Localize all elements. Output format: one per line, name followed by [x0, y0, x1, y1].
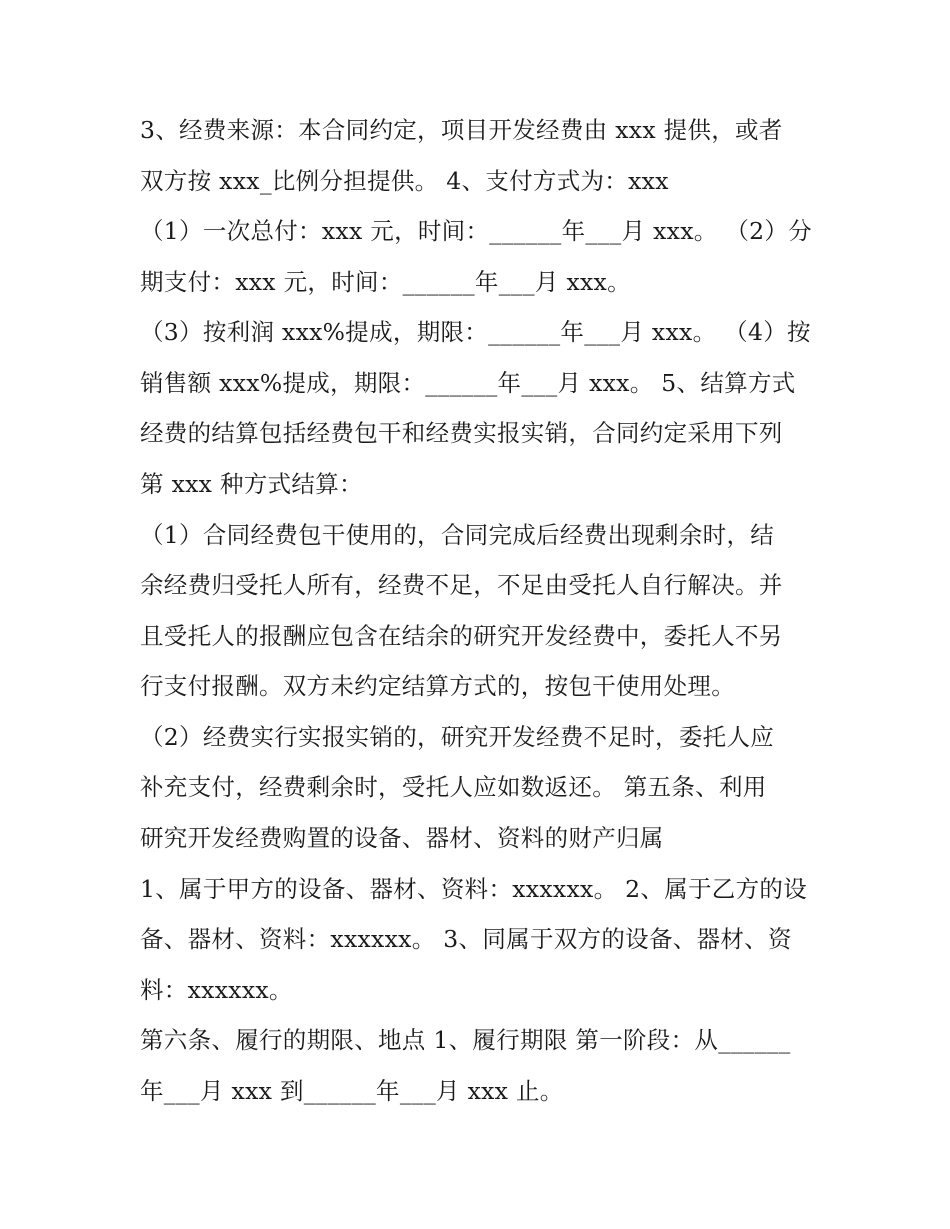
text-line: （1）一次总付：xxx 元，时间：______年___月 xxx。 （2）分 — [140, 217, 812, 245]
text-line: 料：xxxxxx。 — [140, 976, 293, 1004]
text-line: 年___月 xxx 到______年___月 xxx 止。 — [140, 1077, 564, 1105]
text-line: 行支付报酬。双方未约定结算方式的，按包干使用处理。 — [140, 672, 735, 700]
text-line: 1、属于甲方的设备、器材、资料：xxxxxx。 2、属于乙方的设 — [140, 875, 807, 903]
text-line: （3）按利润 xxx%提成，期限：______年___月 xxx。 （4）按 — [140, 318, 811, 346]
text-line: （1）合同经费包干使用的，合同完成后经费出现剩余时，结 — [140, 521, 775, 549]
text-line: 备、器材、资料：xxxxxx。 3、同属于双方的设备、器材、资 — [140, 925, 792, 953]
text-line: 经费的结算包括经费包干和经费实报实销，合同约定采用下列 — [140, 419, 783, 447]
text-line: 第 xxx 种方式结算： — [140, 470, 363, 498]
text-line: 余经费归受托人所有，经费不足，不足由受托人自行解决。并 — [140, 571, 783, 599]
text-line: 销售额 xxx%提成，期限：______年___月 xxx。 5、结算方式 — [140, 369, 796, 397]
text-line: 补充支付，经费剩余时，受托人应如数返还。 第五条、利用 — [140, 773, 767, 801]
text-line: 双方按 xxx_比例分担提供。 4、支付方式为：xxx — [140, 167, 669, 195]
text-line: 第六条、履行的期限、地点 1、履行期限 第一阶段：从______ — [140, 1026, 791, 1054]
text-line: 期支付：xxx 元，时间：______年___月 xxx。 — [140, 268, 631, 296]
text-line: 且受托人的报酬应包含在结余的研究开发经费中，委托人不另 — [140, 622, 783, 650]
text-line: 研究开发经费购置的设备、器材、资料的财产归属 — [140, 824, 664, 852]
text-line: （2）经费实行实报实销的，研究开发经费不足时，委托人应 — [140, 723, 775, 751]
text-line: 3、经费来源：本合同约定，项目开发经费由 xxx 提供，或者 — [140, 116, 783, 144]
